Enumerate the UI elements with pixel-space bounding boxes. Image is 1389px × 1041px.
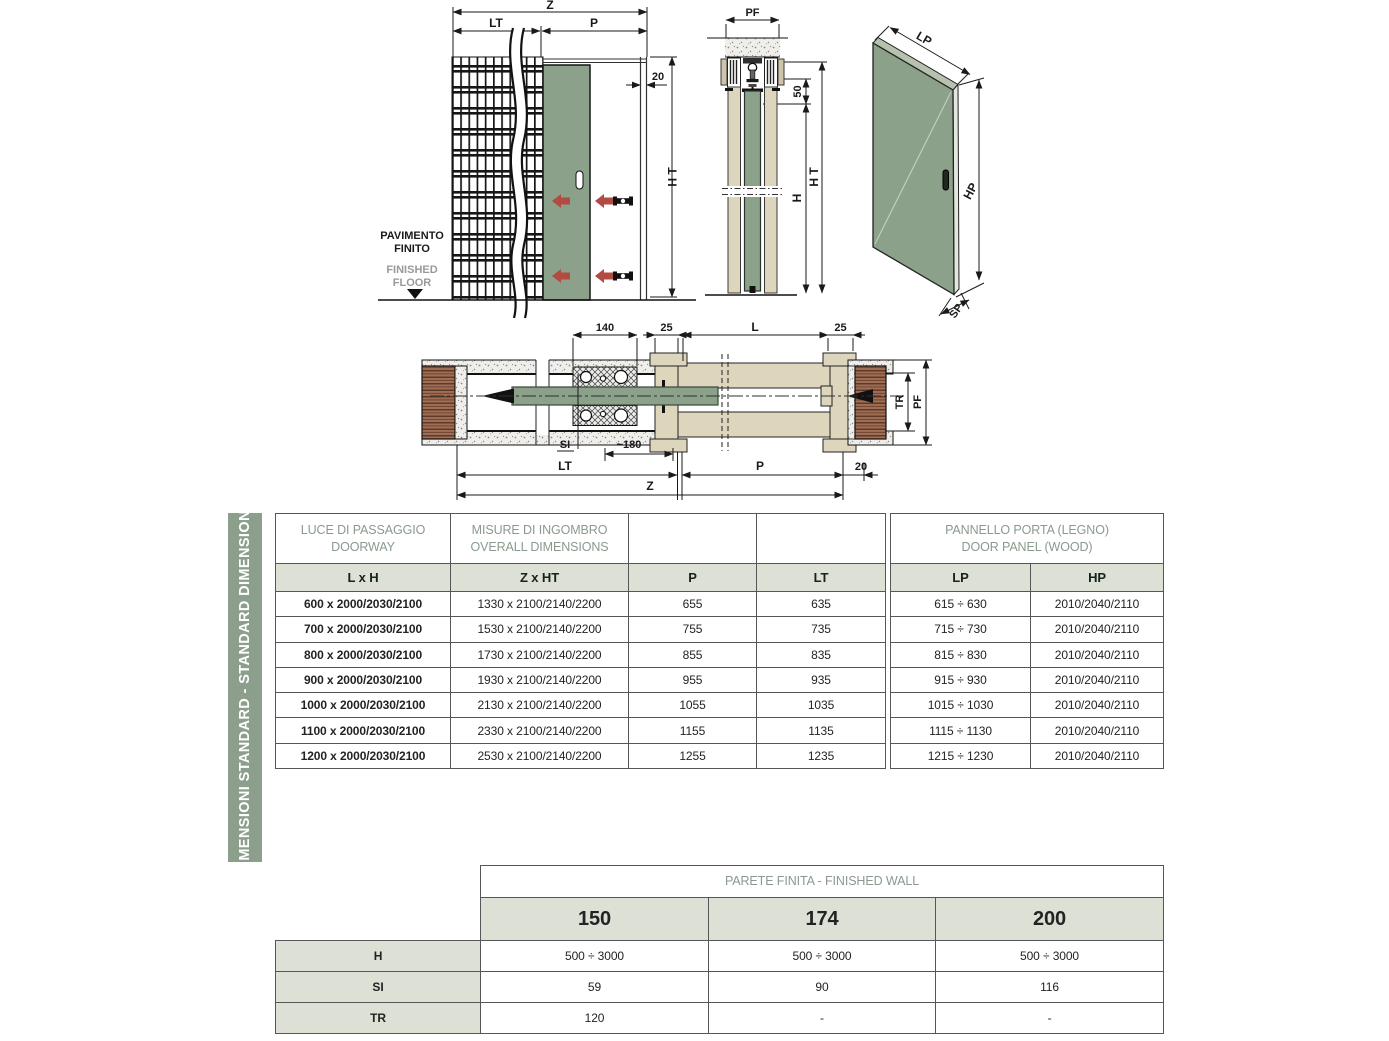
table-subheader-row <box>276 564 886 592</box>
table-row: 1000 x 2000/2030/2100 2130 x 2100/2140/2200 1055 1035 <box>276 693 886 718</box>
dim-lt-label: LT <box>489 16 503 30</box>
wall-wood-section <box>422 366 455 439</box>
table-row: 1100 x 2000/2030/2100 2330 x 2100/2140/2200 1155 1135 <box>276 718 886 743</box>
dim-lt-label: LT <box>558 459 572 473</box>
col-zxht: Z x HT <box>451 564 629 592</box>
wall-174: 174 <box>709 898 936 941</box>
dim-si-label: SI <box>559 439 571 451</box>
svg-text:FINITO: FINITO <box>394 243 430 255</box>
wall-wood-section <box>855 366 886 439</box>
table-row: 1115 ÷ 1130 2010/2040/2110 <box>891 718 1164 743</box>
dim-lp-label: LP <box>913 28 935 49</box>
table-title-row <box>276 866 1164 898</box>
jamb-cap <box>721 59 727 85</box>
dim-50-label: 50 <box>792 85 804 98</box>
jamb-flange <box>650 439 687 452</box>
wall-200: 200 <box>936 898 1164 941</box>
col-lxh: L x H <box>276 564 451 592</box>
table-row: 600 x 2000/2030/2100 1330 x 2100/2140/2200 655 635 <box>276 592 886 617</box>
dim-ht-label: H T <box>665 167 680 187</box>
jamb-cap <box>778 59 784 85</box>
header-doorway: LUCE DI PASSAGGIO DOORWAY <box>276 514 451 564</box>
finished-wall-title: PARETE FINITA - FINISHED WALL <box>481 866 1164 898</box>
dim-140-label: 140 <box>595 322 615 334</box>
pocket-frame-mesh <box>452 57 543 300</box>
lintel-concrete <box>725 39 780 57</box>
table-row: 900 x 2000/2030/2100 1930 x 2100/2140/2200 955 935 <box>276 667 886 692</box>
floor-label-it: PAVIMENTO <box>380 230 444 242</box>
dim-tr-label: TR <box>894 394 906 410</box>
dim-25-right-label: 25 <box>834 322 847 334</box>
dim-hp-label: HP <box>960 180 981 202</box>
dim-l-label: L <box>751 320 759 334</box>
dim-z-label: Z <box>646 479 654 493</box>
jamb-post <box>830 366 848 439</box>
dim-h-label: H <box>790 193 804 203</box>
table-row: SI 59 90 116 <box>276 972 1164 1003</box>
floor-label-en: FINISHED <box>386 264 438 276</box>
door-handle <box>943 170 949 190</box>
spacer-cell <box>276 866 481 898</box>
table-row: 700 x 2000/2030/2100 1530 x 2100/2140/2200 755 735 <box>276 617 886 642</box>
door-panel-table <box>890 513 1164 769</box>
closing-profile <box>455 366 467 439</box>
horizontal-section-drawing <box>415 318 940 508</box>
row-label-h: H <box>276 941 481 972</box>
dim-20-label: 20 <box>651 71 665 83</box>
table-row: 1215 ÷ 1230 2010/2040/2110 <box>891 743 1164 768</box>
finished-wall <box>670 412 830 437</box>
dim-p-label: P <box>755 459 765 473</box>
finished-wall <box>670 363 830 388</box>
finished-wall-table <box>275 865 1164 1034</box>
dim-pf-label: PF <box>745 7 760 19</box>
floor-guide <box>750 286 756 293</box>
svg-text:FLOOR: FLOOR <box>392 277 432 289</box>
table-row: H 500 ÷ 3000 500 ÷ 3000 500 ÷ 3000 <box>276 941 1164 972</box>
table-header-row <box>276 514 886 564</box>
floor-level-marker <box>407 289 423 299</box>
dim-pf-label: PF <box>912 394 924 410</box>
row-label-si: SI <box>276 972 481 1003</box>
wall-thickness-row <box>276 898 1164 941</box>
track-carriage-assembly <box>728 58 778 91</box>
dim-180-label: ~180 <box>616 439 642 451</box>
header-empty <box>629 514 757 564</box>
table-header-row <box>891 514 1164 564</box>
row-label-tr: TR <box>276 1003 481 1034</box>
dim-z-label: Z <box>546 0 554 12</box>
standard-dimensions-banner <box>228 499 262 876</box>
front-elevation-drawing <box>370 0 700 320</box>
header-door-panel: PANNELLO PORTA (LEGNO) DOOR PANEL (WOOD) <box>891 514 1164 564</box>
isometric-door-drawing <box>855 10 1050 340</box>
table-row: 915 ÷ 930 2010/2040/2110 <box>891 667 1164 692</box>
col-lp: LP <box>891 564 1031 592</box>
table-row: 815 ÷ 830 2010/2040/2110 <box>891 642 1164 667</box>
door-handle <box>576 171 583 189</box>
doorway-dimensions-table <box>275 513 886 769</box>
col-p: P <box>629 564 757 592</box>
col-hp: HP <box>1031 564 1164 592</box>
dim-sp-label: SP <box>947 301 966 321</box>
flush-pull-icon <box>613 197 633 206</box>
jamb-flange <box>650 353 687 366</box>
table-row: 800 x 2000/2030/2100 1730 x 2100/2140/2200 855 835 <box>276 642 886 667</box>
flush-pull-icon <box>613 272 633 281</box>
table-subheader-row <box>891 564 1164 592</box>
table-row: 615 ÷ 630 2010/2040/2110 <box>891 592 1164 617</box>
header-empty <box>757 514 886 564</box>
dim-ht-label: H T <box>807 167 821 187</box>
table-row: 1015 ÷ 1030 2010/2040/2110 <box>891 693 1164 718</box>
header-overall: MISURE DI INGOMBRO OVERALL DIMENSIONS <box>451 514 629 564</box>
col-lt: LT <box>757 564 886 592</box>
dim-20-label: 20 <box>854 461 868 473</box>
table-row: 1200 x 2000/2030/2100 2530 x 2100/2140/2200 1255 1235 <box>276 743 886 768</box>
dim-p-label: P <box>589 16 599 30</box>
spacer-cell <box>276 898 481 941</box>
table-row: 715 ÷ 730 2010/2040/2110 <box>891 617 1164 642</box>
dim-25-left-label: 25 <box>660 322 673 334</box>
vertical-section-drawing <box>700 0 860 320</box>
wall-150: 150 <box>481 898 709 941</box>
standard-dimensions-banner-label: DIMENSIONI STANDARD - STANDARD DIMENSIONS <box>237 499 253 876</box>
table-row: TR 120 - - <box>276 1003 1164 1034</box>
